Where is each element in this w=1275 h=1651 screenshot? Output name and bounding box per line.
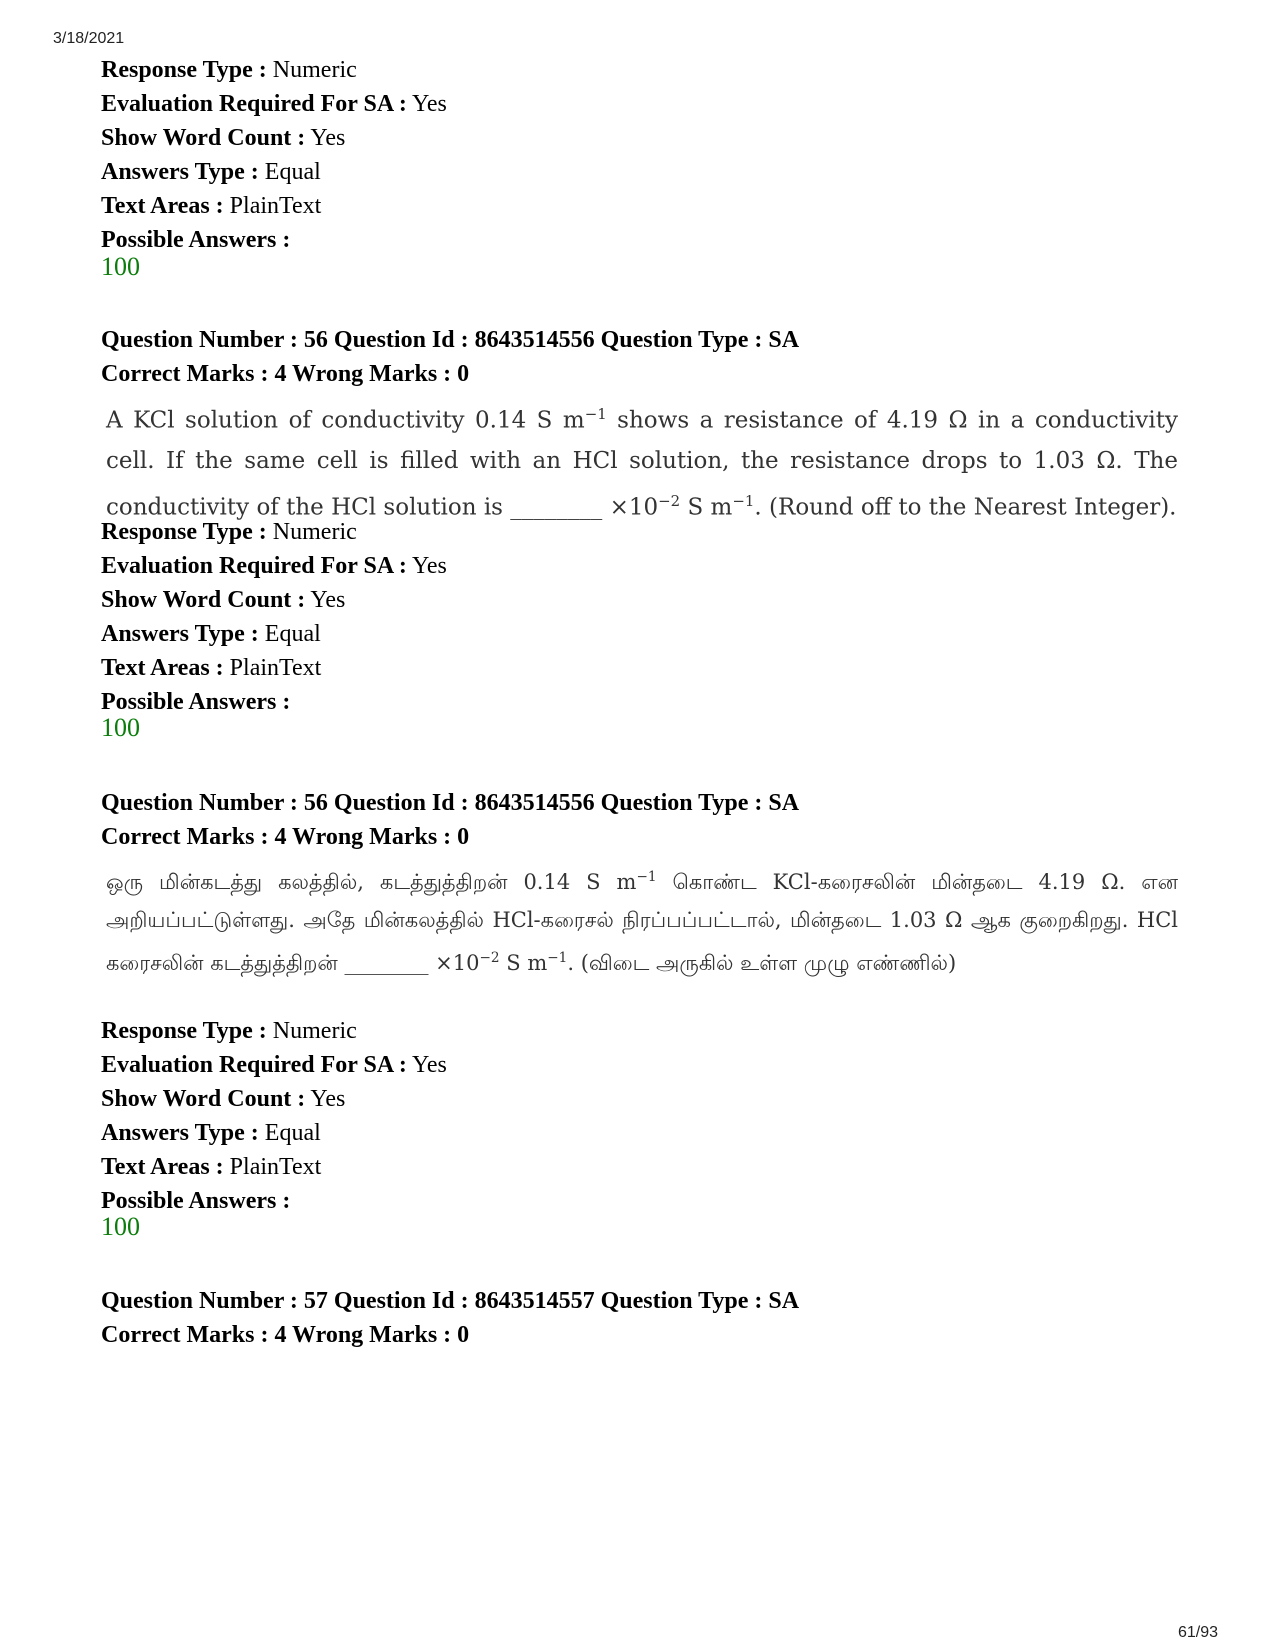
response-meta-block <box>101 1014 447 1218</box>
text-areas-row: Text Areas : PlainText <box>101 655 322 681</box>
question-id-line: Question Number : 56 Question Id : 8643514556 Question Type : SA <box>101 790 800 816</box>
response-type-row: Response Type : Numeric <box>101 57 357 83</box>
print-date: 3/18/2021 <box>53 30 125 47</box>
possible-answers-label: Possible Answers : <box>101 1188 291 1214</box>
text-areas-row: Text Areas : PlainText <box>101 193 322 219</box>
word-count-row: Show Word Count : Yes <box>101 587 346 613</box>
text-areas-row: Text Areas : PlainText <box>101 1154 322 1180</box>
possible-answer: 100 <box>101 252 140 281</box>
question-header <box>101 323 799 391</box>
response-meta-block <box>101 53 447 257</box>
evaluation-row: Evaluation Required For SA : Yes <box>101 553 447 579</box>
question-id-line: Question Number : 56 Question Id : 8643514556 Question Type : SA <box>101 327 800 353</box>
possible-answers-label: Possible Answers : <box>101 227 291 253</box>
word-count-row: Show Word Count : Yes <box>101 1086 346 1112</box>
possible-answer: 100 <box>101 713 140 742</box>
word-count-row: Show Word Count : Yes <box>101 125 346 151</box>
question-text-tamil: ஒரு மின்கடத்து கலத்தில், கடத்துத்திறன் 0.14 S $m^{-1}$ கொண்ட KCl-கரைசலின் மின்தடை 4.19 Ω. என அறியப்பட்டுள்ளது. அதே மின்கலத்தில் HCl-கரைசல் நிரப்பப்பட்டால், மின்தடை 1.03 Ω ஆக குறைகிறது. HCl கரைசலின் கடத்துத்திறன் ________ $\times 10^{-2}$ S $m^{-1}$. (விடை அருகில் உள்ள முழு எண்ணில்) <box>106 869 1178 975</box>
answers-type-row: Answers Type : Equal <box>101 159 321 185</box>
question-header <box>101 1284 799 1352</box>
response-meta-block <box>101 515 447 719</box>
question-id-line: Question Number : 57 Question Id : 8643514557 Question Type : SA <box>101 1288 800 1314</box>
response-type-row: Response Type : Numeric <box>101 519 357 545</box>
response-type-row: Response Type : Numeric <box>101 1018 357 1044</box>
marks-line: Correct Marks : 4 Wrong Marks : 0 <box>101 824 470 850</box>
marks-line: Correct Marks : 4 Wrong Marks : 0 <box>101 1322 470 1348</box>
question-header <box>101 786 799 854</box>
answers-type-row: Answers Type : Equal <box>101 621 321 647</box>
evaluation-row: Evaluation Required For SA : Yes <box>101 1052 447 1078</box>
question-text-english: A KCl solution of conductivity 0.14 S $m^{-1}$ shows a resistance of 4.19 Ω in a conductivity cell. If the same cell is filled with an HCl solution, the resistance drops to 1.03 Ω. The conductivity of the HCl solution is ________ $\times 10^{-2}$ S $m^{-1}$. (Round off to the Nearest Integer). <box>106 405 1178 521</box>
possible-answers-label: Possible Answers : <box>101 689 291 715</box>
evaluation-row: Evaluation Required For SA : Yes <box>101 91 447 117</box>
possible-answer: 100 <box>101 1212 140 1241</box>
marks-line: Correct Marks : 4 Wrong Marks : 0 <box>101 361 470 387</box>
answers-type-row: Answers Type : Equal <box>101 1120 321 1146</box>
page-number: 61/93 <box>1178 1624 1219 1641</box>
